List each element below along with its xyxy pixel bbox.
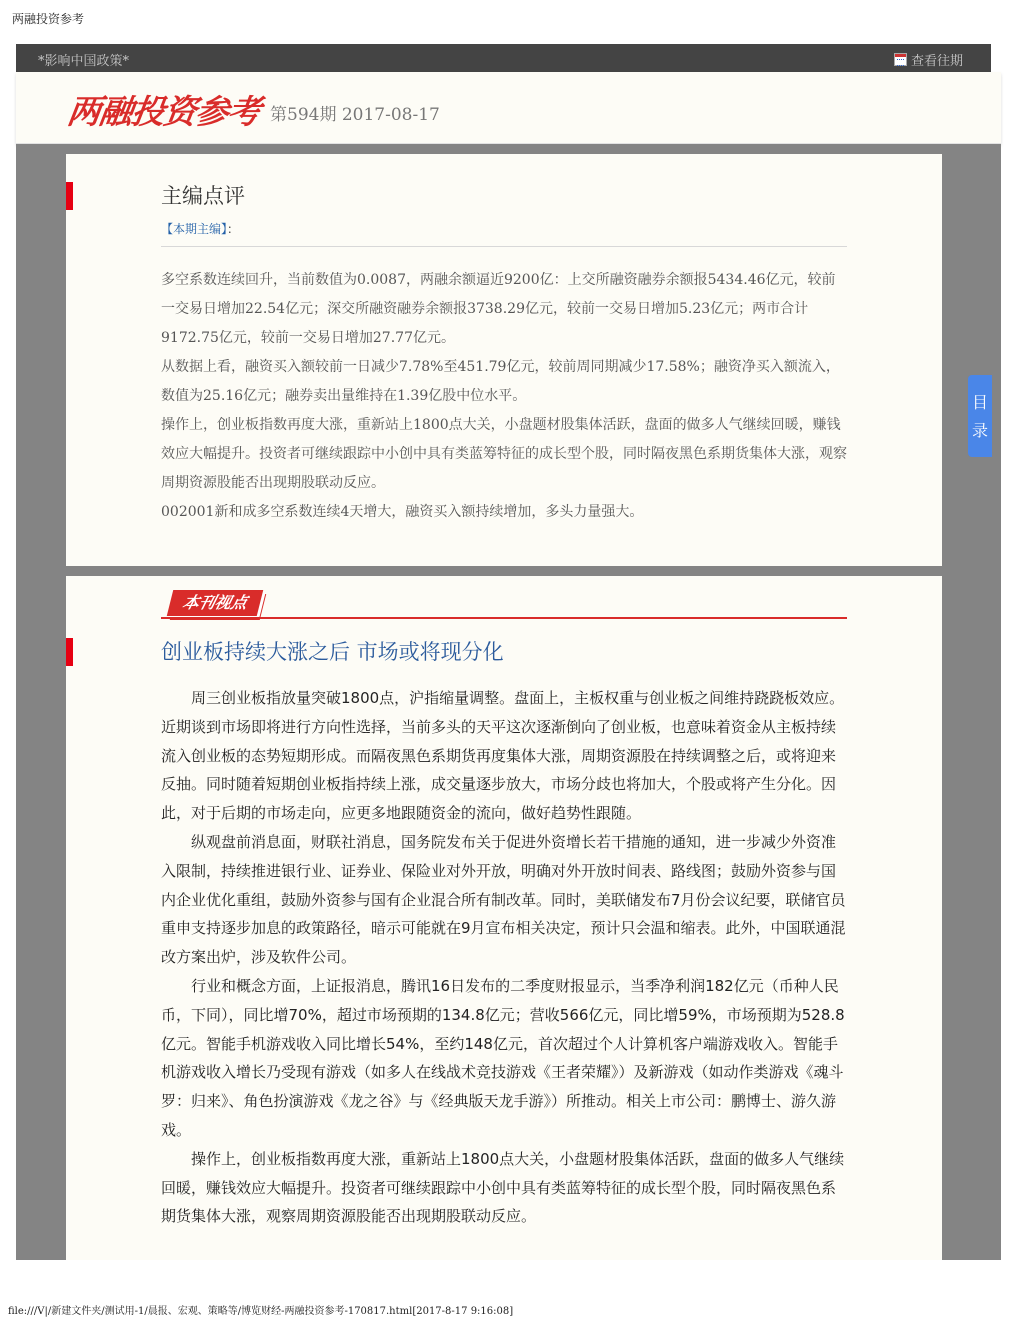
- editor-comment-body: [161, 266, 847, 527]
- comment-paragraph: 从数据上看，融资买入额较前一日减少7.78%至451.79亿元，较前周同期减少17.58%；融资净买入额流入，数值为25.16亿元；融券卖出量维持在1.39亿股中位水平。: [161, 359, 840, 404]
- article-body: [161, 684, 849, 1231]
- editor-tag: 【本期主编】: [161, 222, 228, 236]
- viewpoint-banner: 本刊视点: [167, 590, 263, 616]
- section-marker: [66, 182, 73, 210]
- toc-button[interactable]: [968, 375, 992, 457]
- issue-info: 第594期 2017-08-17: [270, 105, 440, 125]
- site-logo[interactable]: 两融投资参考: [64, 92, 263, 131]
- section-marker: [66, 638, 73, 666]
- article-title[interactable]: 创业板持续大涨之后 市场或将现分化: [161, 640, 504, 664]
- comment-paragraph: 002001新和成多空系数连续4天增大，融资买入额持续增加，多头力量强大。: [161, 504, 644, 520]
- toc-char: 目: [971, 393, 988, 412]
- article-paragraph: 操作上，创业板指数再度大涨，重新站上1800点大关，小盘题材股集体活跃，盘面的做多人气继续回暖，赚钱效应大幅提升。投资者可继续跟踪中小创中具有类蓝筹特征的成长型个股，同时隔夜黑色系期货集体大涨，观察周期资源股能否出现期股联动反应。: [161, 1149, 845, 1226]
- comment-paragraph: 多空系数连续回升，当前数值为0.0087，两融余额逼近9200亿：上交所融资融券余额报5434.46亿元，较前一交易日增加22.54亿元；深交所融资融券余额报3738.29亿元，较前一交易日增加5.23亿元；两市合计9172.75亿元，较前一交易日增加27.77亿元。: [161, 272, 836, 346]
- article-paragraph: 行业和概念方面，上证报消息，腾讯16日发布的二季度财报显示，当季净利润182亿元（币种人民币，下同），同比增70%，超过市场预期的134.8亿元；营收566亿元，同比增59%，市场预期为528.8亿元。智能手机游戏收入同比增长54%，至约148亿元，首次超过个人计算机客户端游戏收入。智能手机游戏收入增长乃受现有游戏（如多人在线战术竞技游戏《王者荣耀》）及新游戏（如动作类游戏《魂斗罗：归来》、角色扮演游戏《龙之谷》与《经典版天龙手游》）所推动。相关上市公司：鹏博士、游久游戏。: [161, 976, 845, 1139]
- banner-underline: [161, 617, 847, 619]
- article-paragraph: 周三创业板指放量突破1800点，沪指缩量调整。盘面上，主板权重与创业板之间维持跷跷板效应。近期谈到市场即将进行方向性选择，当前多头的天平这次逐渐倒向了创业板，也意味着资金从主板持续流入创业板的态势短期形成。而隔夜黑色系期货再度集体大涨，周期资源股在持续调整之后，或将迎来反抽。同时随着短期创业板指持续上涨，成交量逐步放大，市场分歧也将加大，个股或将产生分化。因此，对于后期的市场走向，应更多地跟随资金的流向，做好趋势性跟随。: [161, 689, 845, 823]
- slogan: *影响中国政策*: [38, 54, 130, 69]
- toc-char: 录: [971, 421, 988, 440]
- section-title: 主编点评: [161, 184, 245, 208]
- viewpoint-card: [66, 576, 942, 1260]
- print-footer: file:///V|/新建文件夹/测试用-1/晨报、宏观、策略等/博览财经-两融投资参考-170817.html[2017-8-17 9:16:08]: [8, 1306, 514, 1317]
- editor-line: [161, 220, 239, 237]
- history-label: 查看往期: [910, 54, 963, 69]
- calendar-icon: [894, 53, 907, 66]
- content-area: [16, 144, 1001, 1260]
- top-bar: [16, 44, 991, 72]
- article-paragraph: 纵观盘前消息面，财联社消息，国务院发布关于促进外资增长若干措施的通知，进一步减少外资准入限制，持续推进银行业、证券业、保险业对外开放，明确对外开放时间表、路线图；鼓励外资参与国内企业优化重组，鼓励外资参与国有企业混合所有制改革。同时，美联储发布7月份会议纪要，联储官员重申支持逐步加息的政策路径，暗示可能就在9月宣布相关决定，预计只会温和缩表。此外，中国联通混改方案出炉，涉及软件公司。: [161, 832, 846, 967]
- divider: [161, 246, 847, 247]
- editor-colon: ：: [227, 222, 240, 236]
- history-link[interactable]: [894, 50, 963, 69]
- print-header: 两融投资参考: [12, 12, 85, 26]
- editor-comment-card: [66, 154, 942, 566]
- masthead: [16, 72, 1001, 144]
- comment-paragraph: 操作上，创业板指数再度大涨，重新站上1800点大关，小盘题材股集体活跃，盘面的做多人气继续回暖，赚钱效应大幅提升。投资者可继续跟踪中小创中具有类蓝筹特征的成长型个股，同时隔夜黑色系期货集体大涨，观察周期资源股能否出现期股联动反应。: [161, 417, 847, 491]
